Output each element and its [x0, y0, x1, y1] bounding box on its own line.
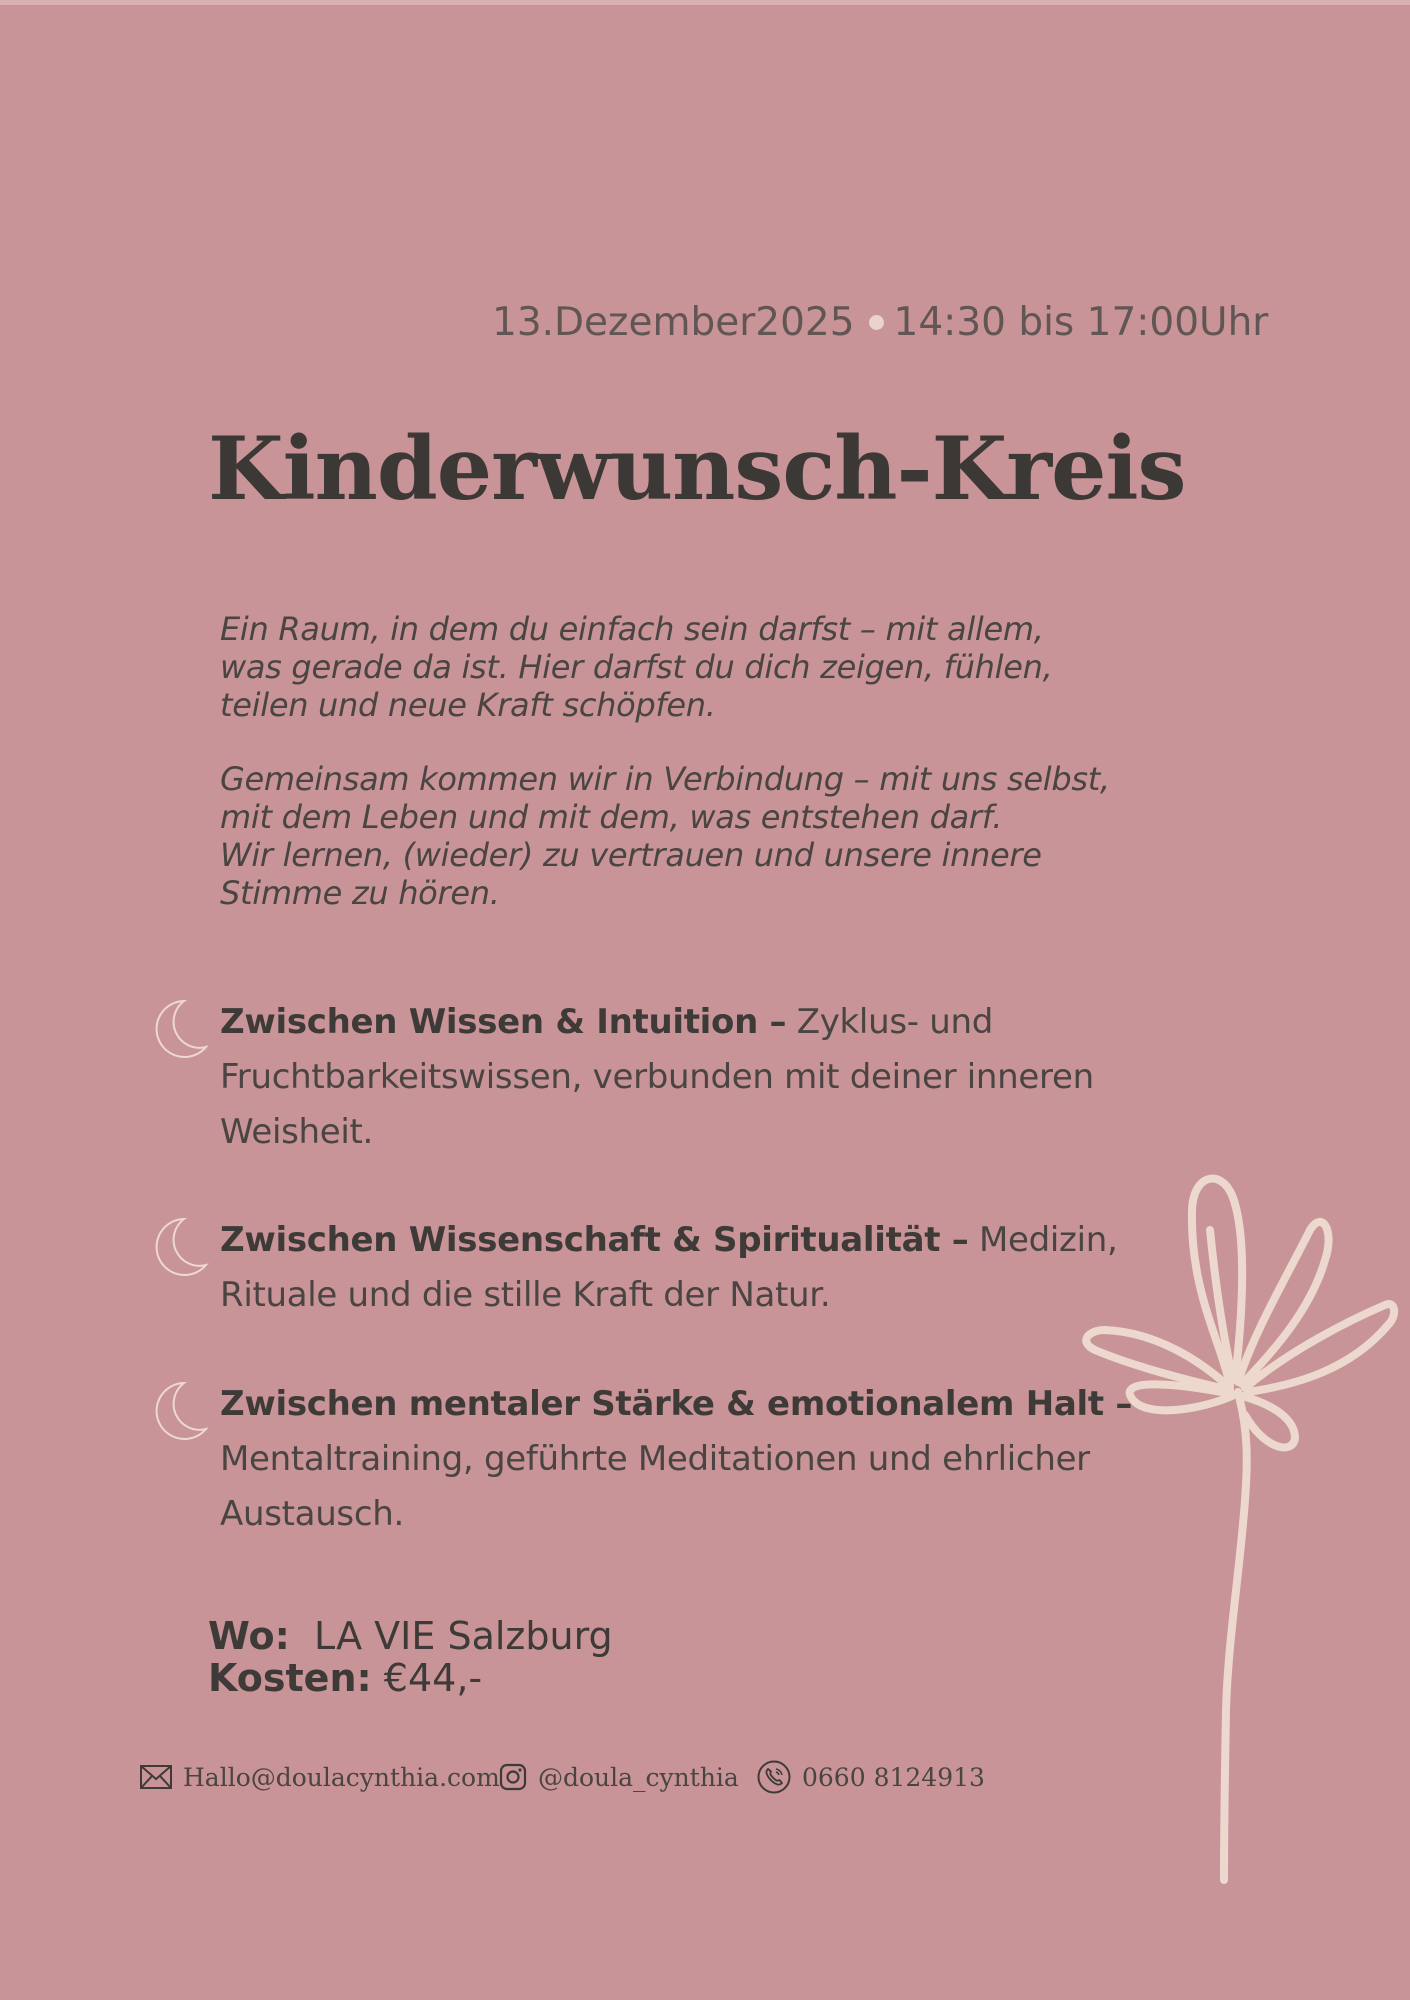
instagram-icon — [498, 1762, 528, 1792]
intro-paragraph-1: Ein Raum, in dem du einfach sein darfst – mit allem, was gerade da ist. Hier darfst du dich zeigen, fühlen, teilen und neue Kraft schöpfen. — [220, 610, 1053, 724]
cost-line — [208, 1657, 482, 1700]
intro-paragraph-2: Gemeinsam kommen wir in Verbindung – mit uns selbst, mit dem Leben und mit dem, was entstehen darf. Wir lernen, (wieder) zu vertrauen und unsere innere Stimme zu hören. — [220, 760, 1110, 912]
phone-icon — [756, 1759, 792, 1795]
top-border — [0, 0, 1410, 5]
event-date-time — [492, 300, 1292, 345]
instagram-handle[interactable]: @doula_cynthia — [538, 1762, 739, 1792]
feature-lead: Zwischen Wissenschaft & Spiritualität – — [220, 1220, 969, 1260]
crescent-moon-icon — [148, 997, 210, 1059]
feature-lead: Zwischen Wissen & Intuition – — [220, 1002, 787, 1042]
cost-value: €44,- — [383, 1656, 483, 1700]
contact-instagram[interactable] — [498, 1757, 739, 1797]
email-text[interactable]: Hallo@doulacynthia.com — [183, 1762, 500, 1792]
feature-item-wissenschaft-spiritualitaet — [148, 1213, 1148, 1323]
feature-lead: Zwischen mentaler Stärke & emotionalem Halt – — [220, 1384, 1133, 1424]
location-value: LA VIE Salzburg — [314, 1614, 613, 1658]
contact-phone[interactable] — [756, 1757, 985, 1797]
feature-description: Mentaltraining, geführte Meditationen und ehrlicher Austausch. — [220, 1439, 1090, 1534]
phone-number[interactable]: 0660 8124913 — [802, 1762, 985, 1792]
cost-label: Kosten: — [208, 1656, 372, 1700]
feature-text — [220, 1377, 1220, 1542]
contact-email[interactable] — [139, 1757, 500, 1797]
crescent-moon-icon — [148, 1379, 210, 1441]
event-date: 13.Dezember2025 — [492, 300, 855, 345]
feature-item-wissen-intuition — [148, 995, 1148, 1160]
flower-illustration — [1080, 1170, 1400, 1890]
page-title: Kinderwunsch-Kreis — [208, 417, 1186, 520]
location-label: Wo: — [208, 1614, 290, 1658]
feature-description: Medizin, Rituale und die stille Kraft der Natur. — [220, 1220, 1118, 1315]
crescent-moon-icon — [148, 1215, 210, 1277]
feature-item-mentale-staerke — [148, 1377, 1148, 1542]
feature-text — [220, 1213, 1220, 1323]
feature-text — [220, 995, 1220, 1160]
separator-dot — [869, 315, 884, 330]
envelope-icon — [139, 1763, 173, 1791]
location-line — [208, 1615, 613, 1658]
event-time: 14:30 bis 17:00Uhr — [893, 300, 1269, 345]
feature-description: Zyklus- und Fruchtbarkeitswissen, verbunden mit deiner inneren Weisheit. — [220, 1002, 1094, 1152]
